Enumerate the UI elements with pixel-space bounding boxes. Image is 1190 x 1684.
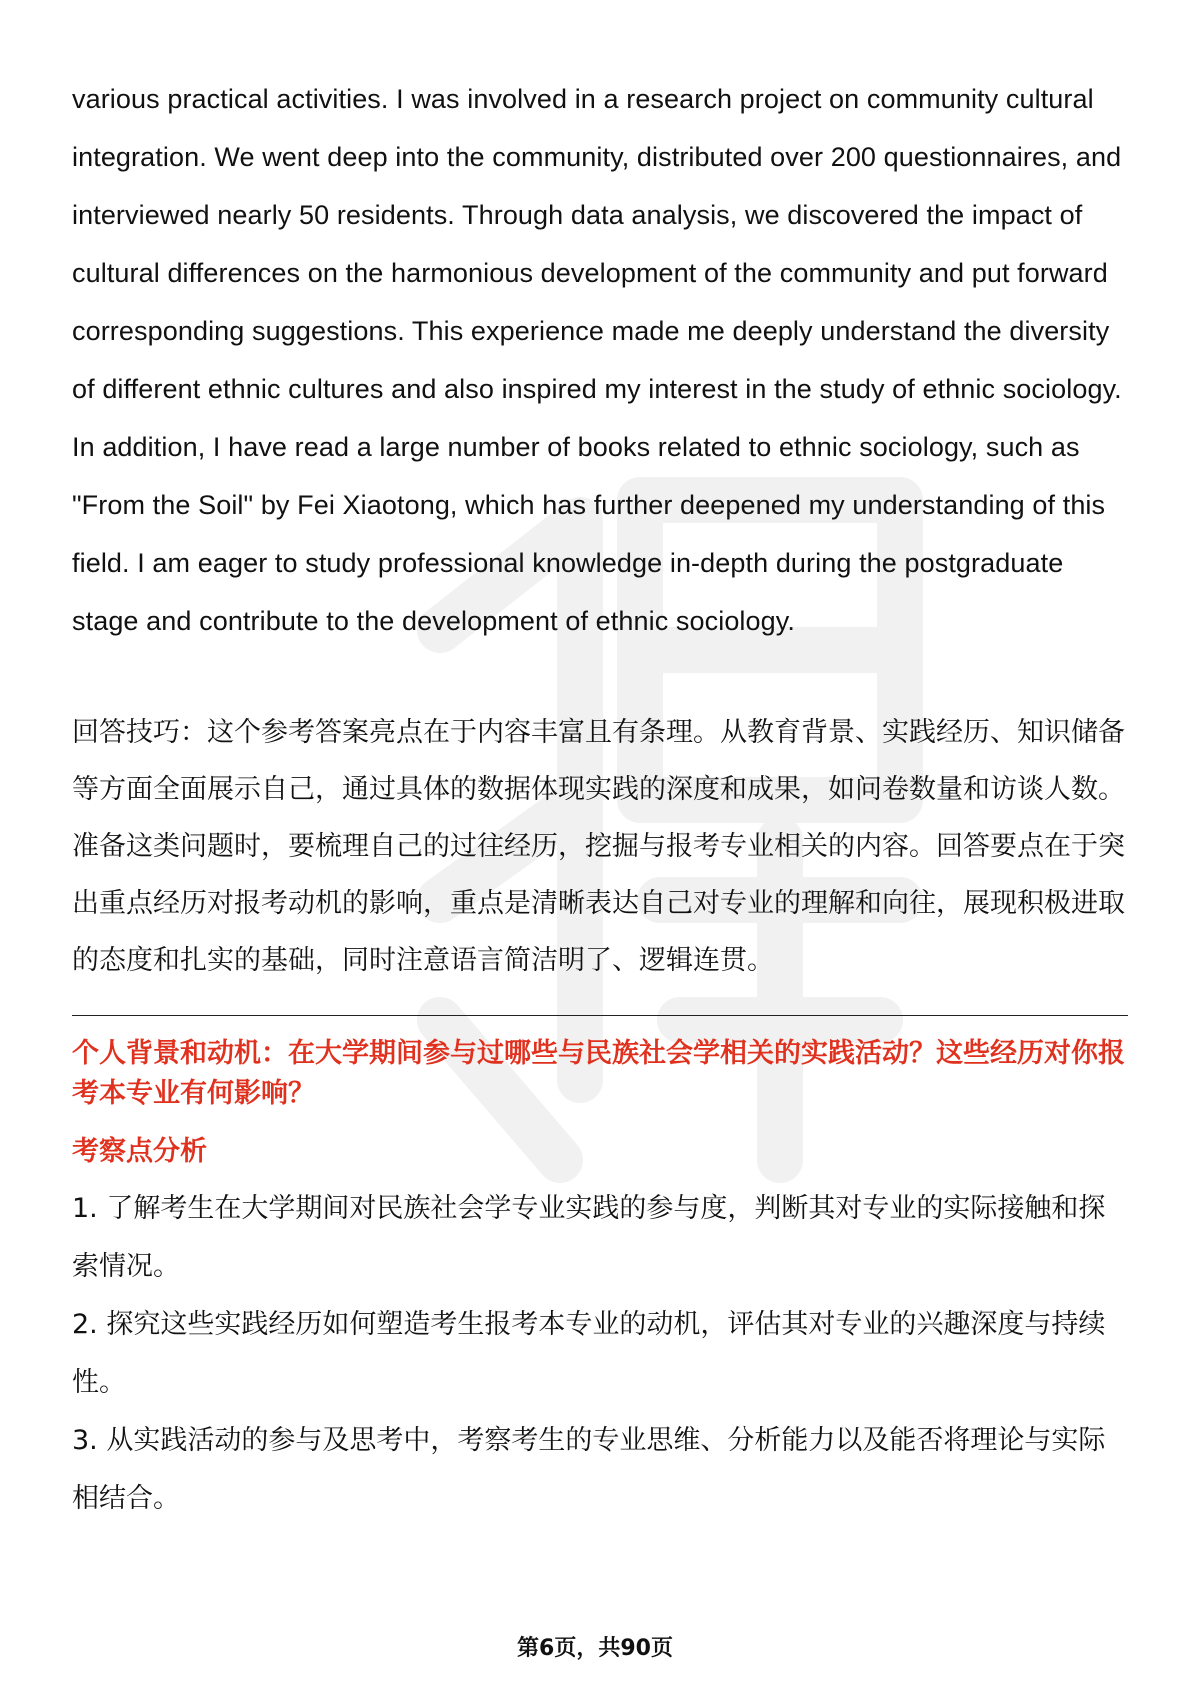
analysis-points <box>72 1180 1128 1528</box>
page-content <box>72 70 1128 1528</box>
question-heading: 个人背景和动机：在大学期间参与过哪些与民族社会学相关的实践活动？这些经历对你报考本专业有何影响？ <box>72 1038 1125 1109</box>
analysis-point: 2. 探究这些实践经历如何塑造考生报考本专业的动机，评估其对专业的兴趣深度与持续性。 <box>72 1309 1106 1398</box>
answer-paragraph: various practical activities. I was involved in a research project on community cultural integration. We went deep into the community, distributed over 200 questionnaires, and interviewed nearly 50 residents. Through data analysis, we discovered the impact of cultural differences on the harmonious development of the community and put forward corresponding suggestions. This experience made me deeply understand the diversity of different ethnic cultures and also inspired my interest in the study of ethnic sociology. In addition, I have read a large number of books related to ethnic sociology, such as "From the Soil" by Fei Xiaotong, which has further deepened my understanding of this field. I am eager to study professional knowledge in-depth during the postgraduate stage and contribute to the development of ethnic sociology. <box>72 84 1122 636</box>
section-divider <box>72 1015 1128 1016</box>
analysis-point: 3. 从实践活动的参与及思考中，考察考生的专业思维、分析能力以及能否将理论与实际相结合。 <box>72 1425 1106 1514</box>
page-number: 第6页，共90页 <box>517 1636 673 1661</box>
analysis-point: 1. 了解考生在大学期间对民族社会学专业实践的参与度，判断其对专业的实际接触和探索情况。 <box>72 1193 1106 1282</box>
analysis-title: 考察点分析 <box>72 1136 207 1167</box>
answer-tips: 回答技巧：这个参考答案亮点在于内容丰富且有条理。从教育背景、实践经历、知识储备等方面全面展示自己，通过具体的数据体现实践的深度和成果，如问卷数量和访谈人数。准备这类问题时，要梳理自己的过往经历，挖掘与报考专业相关的内容。回答要点在于突出重点经历对报考动机的影响，重点是清晰表达自己对专业的理解和向往，展现积极进取的态度和扎实的基础，同时注意语言简洁明了、逻辑连贯。 <box>72 717 1125 976</box>
